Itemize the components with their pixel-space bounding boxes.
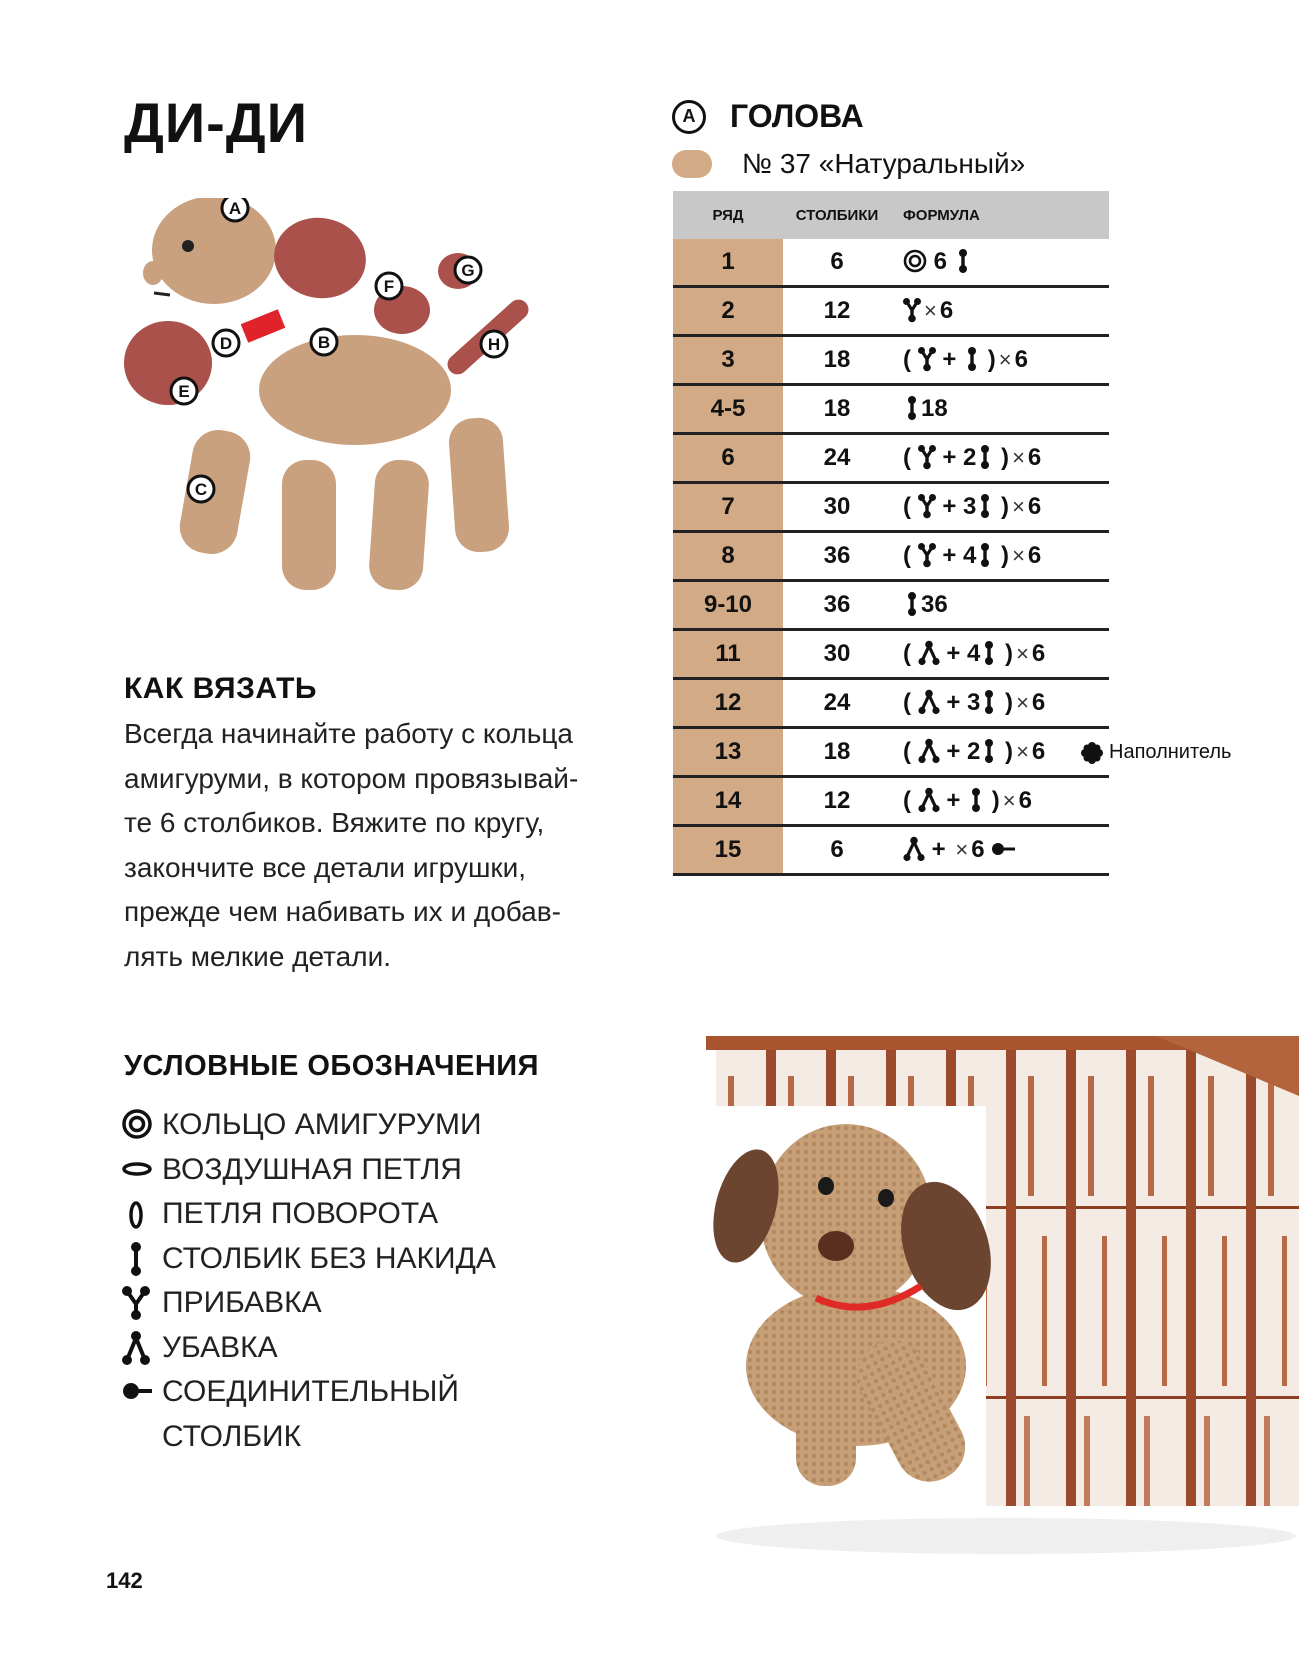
stitches-cell: 30 [783,630,891,679]
row-number-cell: 4-5 [673,385,783,434]
formula-cell: ( + 2 ) × 6 Наполнитель [891,728,1109,777]
single-crochet-icon [903,395,921,421]
legend-title: УСЛОВНЫЕ ОБОЗНАЧЕНИЯ [124,1050,539,1082]
leg-part [282,460,336,590]
formula-cell: ( + ) × 6 [891,777,1109,826]
increase-icon [918,444,936,470]
decrease-icon [918,787,940,813]
increase-icon [918,493,936,519]
legend-item [122,1106,496,1151]
legend-label: СОЕДИНИТЕЛЬНЫЙ [162,1375,459,1408]
chain-icon [122,1151,162,1189]
decrease-icon [918,689,940,715]
single-crochet-icon [976,444,994,470]
repeat-count: 6 [1027,493,1042,520]
formula-cell: ( + 3 ) × 6 [891,679,1109,728]
dog-nose [818,1231,854,1261]
table-row [673,336,1109,385]
how-to-title: КАК ВЯЗАТЬ [124,672,317,705]
legend-label: СТОЛБИК БЕЗ НАКИДА [162,1241,496,1275]
how-to-line: закончите все детали игрушки, [124,851,527,883]
section-letter-badge: A [672,100,706,134]
legend-item [122,1195,496,1240]
increase-icon [122,1284,162,1322]
how-to-line: Всегда начинайте работу с кольца [124,718,573,749]
table-row [673,581,1109,630]
stitch-count: 4 [967,640,981,667]
collar-part [241,309,286,343]
label-e: E [178,382,190,401]
formula-cell [891,385,1109,434]
repeat-count: 6 [1014,346,1028,373]
section-header [672,98,864,135]
how-to-line: прежде чем набивать их и добав- [124,896,561,927]
stitches-cell: 24 [783,679,891,728]
stitches-cell: 6 [783,826,891,875]
yarn-color-swatch [672,150,712,178]
repeat-count: 6 [939,297,954,324]
legend-item [122,1329,496,1374]
formula-cell: ( + 4 ) × 6 [891,630,1109,679]
table-row [673,630,1109,679]
rows-table [673,191,1232,876]
legend-list [122,1106,496,1462]
how-to-text [124,712,644,979]
single-crochet-icon [980,689,998,715]
single-crochet-icon [963,346,981,372]
increase-icon [903,297,921,323]
nose-part [143,261,163,285]
parts-diagram [120,198,550,618]
row-number-cell: 3 [673,336,783,385]
row-number-cell: 6 [673,434,783,483]
page-number: 142 [106,1568,143,1593]
how-to-line: те 6 столбиков. Вяжите по кругу, [124,807,545,838]
formula-cell: × 6 [891,287,1109,336]
label-b: B [317,333,331,352]
repeat-count: 6 [1027,444,1042,471]
legend-label: ВОЗДУШНАЯ ПЕТЛЯ [162,1152,462,1186]
section-title: ГОЛОВА [730,98,864,134]
how-to-line: лять мелкие детали. [124,940,391,972]
table-row [673,483,1109,532]
row-number-cell: 11 [673,630,783,679]
formula-cell: ( + 2 ) × 6 [891,434,1109,483]
legend-label: УБАВКА [162,1330,278,1364]
repeat-count: 6 [1031,738,1046,765]
dog-leg [796,1366,856,1486]
head-part [152,198,276,304]
header-row: РЯД [673,191,783,239]
increase-icon [918,542,936,568]
repeat-count: 36 [921,591,948,618]
body-part [259,335,451,445]
single-crochet-icon [903,591,921,617]
table-row [673,777,1109,826]
leg-part [368,458,431,591]
single-crochet-icon [980,738,998,764]
repeat-count: 6 [1027,542,1042,569]
increase-icon [918,346,936,372]
stitches-cell: 36 [783,581,891,630]
row-number-cell: 13 [673,728,783,777]
legend-label: СТОЛБИК [162,1419,302,1453]
table-header-row [673,191,1109,239]
label-g: G [461,261,475,280]
repeat-count: 6 [1018,787,1032,814]
row-number-cell: 7 [673,483,783,532]
stitch-count: 2 [963,444,977,471]
table-row [673,826,1109,875]
legend-item [122,1373,496,1418]
header-formula: ФОРМУЛА [891,191,1109,239]
how-to-line: амигуруми, в котором провязывай- [124,762,579,794]
decrease-icon [918,738,940,764]
stitches-cell: 18 [783,728,891,777]
row-number-cell: 8 [673,532,783,581]
stitches-cell: 18 [783,336,891,385]
mouth-line [154,293,170,295]
row-number-cell: 12 [673,679,783,728]
single-crochet-icon [954,248,972,274]
legend-item [122,1151,496,1196]
legend-label: ПЕТЛЯ ПОВОРОТА [162,1197,439,1230]
toy-photo [706,1036,1299,1564]
decrease-icon [903,836,925,862]
floor-shadow [716,1518,1296,1554]
dog-eye [818,1177,834,1195]
decrease-icon [918,640,940,666]
turning-chain-icon [122,1195,162,1233]
legend-item [122,1284,496,1329]
yarn-label: № 37 «Натуральный» [742,148,1026,179]
stitch-count: 3 [967,689,981,716]
magic-ring-icon [903,249,927,273]
label-f: F [383,277,395,296]
eye-dot [182,240,194,252]
table-row [673,385,1109,434]
single-crochet-icon [980,640,998,666]
stitches-cell: 6 [783,239,891,287]
ear-part [124,321,212,405]
label-a: A [228,199,242,218]
formula-cell: + × 6 [891,826,1109,875]
formula-cell [891,239,1109,287]
table-row [673,434,1109,483]
legend-item [122,1240,496,1285]
formula-cell: ( + 3 ) × 6 [891,483,1109,532]
table-body [673,239,1232,875]
row-number-cell: 9-10 [673,581,783,630]
dog-eye [878,1189,894,1207]
formula-cell: ( + 4 ) × 6 [891,532,1109,581]
row-number-cell: 14 [673,777,783,826]
row-number-cell: 1 [673,239,783,287]
repeat-count: 6 [971,836,985,863]
yarn-info [672,148,1025,180]
table-row [673,679,1109,728]
table-row [673,287,1109,336]
stitches-cell: 24 [783,434,891,483]
single-crochet-icon [976,542,994,568]
label-c: C [194,480,208,499]
formula-cell: ( + ) × 6 [891,336,1109,385]
stitches-cell: 30 [783,483,891,532]
magic-ring-icon [122,1106,162,1144]
formula-cell [891,581,1109,630]
decrease-icon [122,1329,162,1367]
stuffing-note [1081,741,1231,764]
single-crochet-icon [976,493,994,519]
ear-part [268,211,372,306]
stitches-cell: 12 [783,287,891,336]
slip-stitch-icon [991,842,1017,856]
header-stitches: СТОЛБИКИ [783,191,891,239]
row-number-cell: 2 [673,287,783,336]
legend-label: ПРИБАВКА [162,1286,322,1319]
stitch-count: 4 [963,542,977,569]
single-crochet-icon [122,1240,162,1278]
legend-item-continued [122,1418,496,1463]
stitch-count: 3 [963,493,977,520]
table-row [673,532,1109,581]
stuffing-icon [1081,742,1103,764]
label-d: D [219,334,233,353]
repeat-count: 18 [921,395,948,422]
stuffing-note-text: Наполнитель [1109,741,1232,763]
row-number-cell: 15 [673,826,783,875]
repeat-count: 6 [933,248,948,275]
stitches-cell: 12 [783,777,891,826]
slip-stitch-icon [122,1373,162,1411]
leg-part [447,416,510,553]
stitches-cell: 18 [783,385,891,434]
repeat-count: 6 [1031,689,1046,716]
stitches-cell: 36 [783,532,891,581]
table-row [673,239,1109,287]
repeat-count: 6 [1031,640,1046,667]
table-row [673,728,1109,777]
page-title: ДИ-ДИ [124,91,308,154]
label-h: H [487,335,501,354]
single-crochet-icon [967,787,985,813]
stitch-count: 2 [967,738,981,765]
legend-label: КОЛЬЦО АМИГУРУМИ [162,1108,482,1141]
